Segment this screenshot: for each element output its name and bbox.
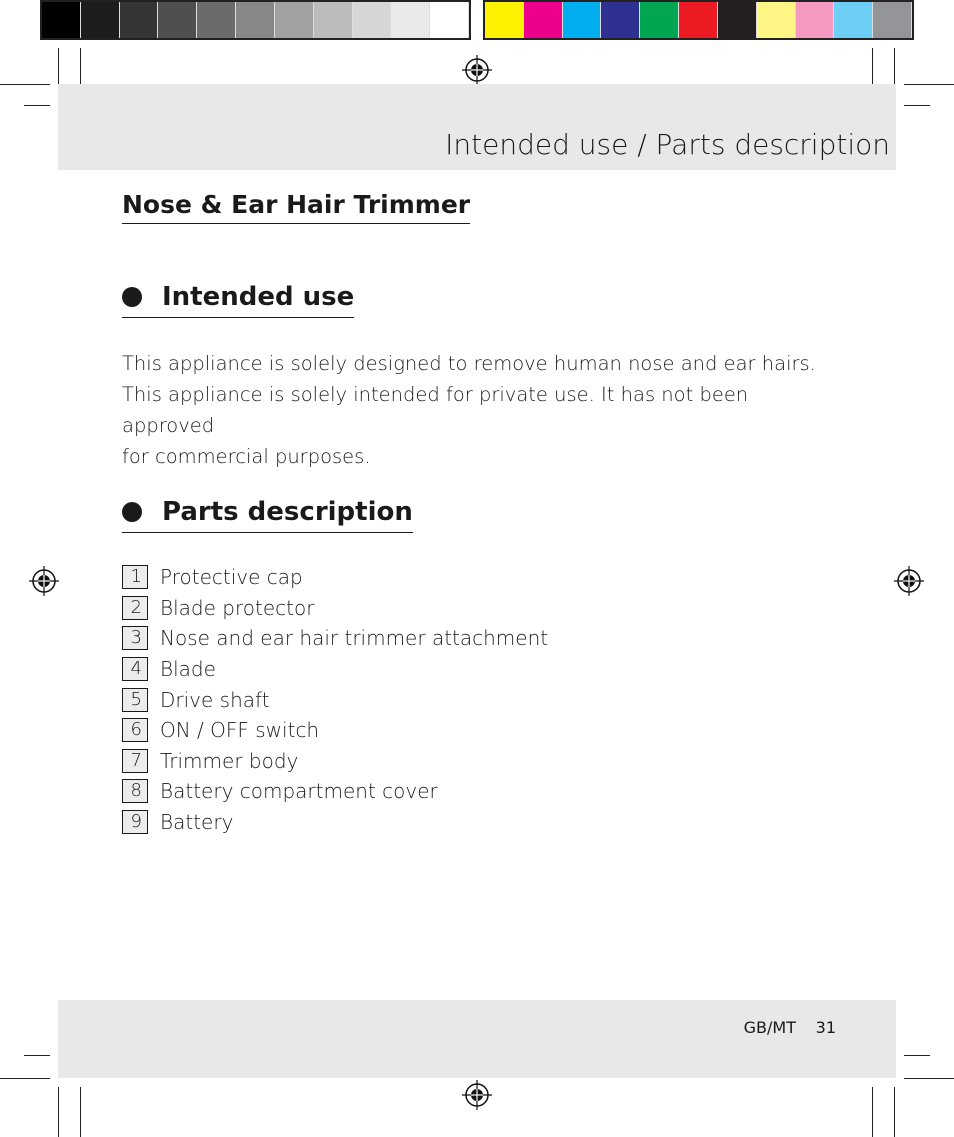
color-swatch	[796, 2, 835, 38]
part-label: Protective cap	[160, 565, 303, 590]
part-label: Nose and ear hair trimmer attachment	[160, 626, 549, 651]
color-swatch	[718, 2, 757, 38]
part-label: Drive shaft	[160, 687, 270, 712]
paragraph-line: This appliance is solely designed to remove human nose and ear hairs.	[122, 352, 816, 375]
part-number-badge: 8	[122, 779, 148, 803]
color-swatch	[757, 2, 796, 38]
color-swatch-bar	[483, 0, 914, 40]
crop-mark	[24, 105, 50, 106]
color-swatch	[353, 2, 392, 38]
part-number-badge: 1	[122, 565, 148, 589]
list-item	[122, 715, 548, 746]
crop-mark	[80, 48, 81, 88]
crop-mark	[58, 1087, 59, 1137]
color-swatch	[120, 2, 159, 38]
part-label: Blade	[160, 657, 216, 682]
color-swatch	[679, 2, 718, 38]
color-swatch	[314, 2, 353, 38]
crop-mark	[904, 1055, 930, 1056]
paragraph-line: This appliance is solely intended for private use. It has not been approved	[122, 383, 749, 437]
document-title: Nose & Ear Hair Trimmer	[122, 190, 470, 224]
color-swatch	[81, 2, 120, 38]
part-number-badge: 5	[122, 688, 148, 712]
grayscale-swatch-bar	[40, 0, 471, 40]
crop-mark	[894, 48, 895, 88]
registration-mark-icon	[29, 566, 59, 596]
color-swatch	[275, 2, 314, 38]
part-label: Blade protector	[160, 595, 315, 620]
color-swatch	[601, 2, 640, 38]
color-swatch	[197, 2, 236, 38]
crop-mark	[0, 1078, 50, 1079]
color-swatch	[485, 2, 524, 38]
list-item	[122, 684, 548, 715]
part-label: ON / OFF switch	[160, 718, 320, 743]
registration-mark-icon	[462, 55, 492, 85]
page-number: 31	[815, 1018, 836, 1037]
part-number-badge: 6	[122, 718, 148, 742]
part-number-badge: 9	[122, 810, 148, 834]
crop-mark	[894, 1087, 895, 1137]
color-swatch	[42, 2, 81, 38]
color-swatch	[524, 2, 563, 38]
list-item	[122, 623, 548, 654]
section-heading-parts-description	[122, 497, 413, 533]
list-item	[122, 562, 548, 593]
list-item	[122, 654, 548, 685]
crop-mark	[904, 84, 954, 85]
parts-list	[122, 562, 548, 837]
crop-mark	[904, 1078, 954, 1079]
page-header-title: Intended use / Parts description	[445, 128, 890, 161]
part-label: Trimmer body	[160, 748, 299, 773]
color-swatch	[391, 2, 430, 38]
color-swatch	[873, 2, 912, 38]
crop-mark	[904, 105, 930, 106]
registration-mark-icon	[894, 566, 924, 596]
list-item	[122, 776, 548, 807]
section-heading-label: Intended use	[162, 282, 355, 312]
crop-mark	[0, 84, 50, 85]
list-item	[122, 807, 548, 838]
list-item	[122, 746, 548, 777]
paragraph-line: for commercial purposes.	[122, 445, 371, 468]
intended-use-paragraph	[122, 348, 842, 472]
footer-band	[58, 1000, 896, 1078]
part-label: Battery compartment cover	[160, 779, 438, 804]
section-heading-intended-use	[122, 282, 354, 318]
part-number-badge: 3	[122, 626, 148, 650]
color-swatch	[563, 2, 602, 38]
crop-mark	[24, 1055, 50, 1056]
list-item	[122, 593, 548, 624]
crop-mark	[58, 48, 59, 88]
part-label: Battery	[160, 810, 234, 835]
footer-language-code: GB/MT	[743, 1018, 796, 1037]
part-number-badge: 4	[122, 657, 148, 681]
registration-mark-icon	[462, 1080, 492, 1110]
part-number-badge: 7	[122, 749, 148, 773]
color-swatch	[158, 2, 197, 38]
crop-mark	[872, 1087, 873, 1137]
color-swatch	[640, 2, 679, 38]
part-number-badge: 2	[122, 596, 148, 620]
color-swatch	[834, 2, 873, 38]
bullet-icon	[122, 287, 142, 307]
color-swatch	[236, 2, 275, 38]
color-swatch	[430, 2, 469, 38]
crop-mark	[872, 48, 873, 88]
bullet-icon	[122, 502, 142, 522]
section-heading-label: Parts description	[162, 497, 413, 527]
crop-mark	[80, 1087, 81, 1137]
